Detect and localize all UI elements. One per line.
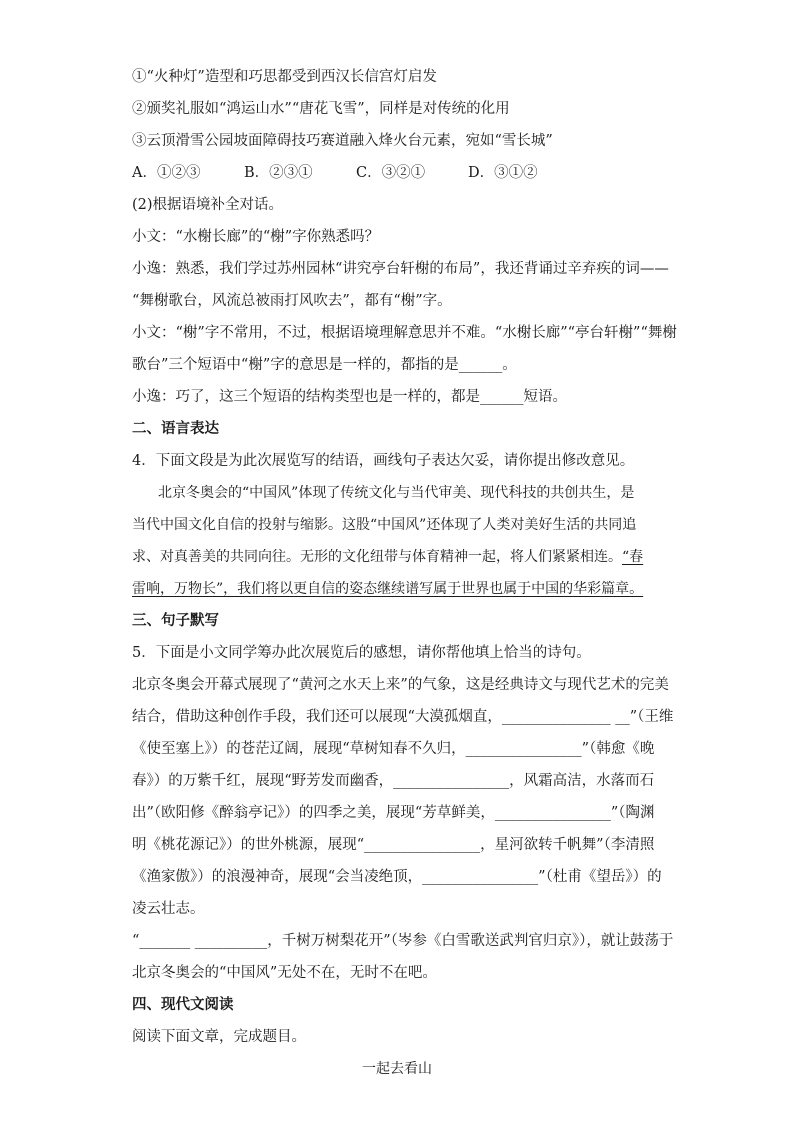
fill-line: “_______ __________，千树万树梨花开”（岑参《白雪歌送武判官归京》），就让鼓荡于 <box>132 933 674 949</box>
underlined-sentence: 雷响，万物长”，我们将以更自信的姿态继续谱写属于世界也属于中国的华彩篇章。 <box>132 581 644 597</box>
reading-intro: 阅读下面文章，完成题目。 <box>132 1029 306 1045</box>
fill-line: 春》）的万紫千红，展现“野芳发而幽香，________________，风霜高洁，水落而石 <box>132 773 655 789</box>
section-heading: 二、语言表达 <box>132 421 219 437</box>
dialogue-line: “舞榭歌台，风流总被雨打风吹去”，都有“榭”字。 <box>132 293 452 309</box>
question-4: 4．下面文段是为此次展览写的结语，画线句子表达欠妥，请你提出修改意见。 <box>132 453 635 469</box>
fill-line: 明《桃花源记》）的世外桃源，展现“________________，星河欲转千帆舞”（李清照 <box>132 837 655 853</box>
section-heading: 四、现代文阅读 <box>132 997 234 1013</box>
answer-choices <box>132 164 580 182</box>
fill-line: 出”（欧阳修《醉翁亭记》）的四季之美，展现“芳草鲜美，________________”（陶渊 <box>132 805 655 821</box>
option-line-2: ②颁奖礼服如“鸿运山水”“唐花飞雪”，同样是对传统的化用 <box>132 101 510 117</box>
dialogue-line: 小文：“水榭长廊”的“榭”字你熟悉吗？ <box>132 229 380 245</box>
choice-a[interactable]: A．①②③ <box>132 165 201 181</box>
fill-line: 《使至塞上》）的苍茫辽阔，展现“草树知春不久归，________________”（韩愈《晚 <box>132 741 655 757</box>
fill-line: 凌云壮志。 <box>132 901 205 917</box>
passage-line: 北京冬奥会的“中国风”体现了传统文化与当代审美、现代科技的共创共生，是 <box>158 485 635 501</box>
underlined-sentence: “春 <box>622 549 644 565</box>
article-title: 一起去看山 <box>362 1061 432 1077</box>
fill-line: 《渔家傲》）的浪漫神奇，展现“会当凌绝顶，________________”（杜甫《望岳》）的 <box>132 869 662 885</box>
option-line-3: ③云顶滑雪公园坡面障碍技巧赛道融入烽火台元素，宛如“雪长城” <box>132 133 553 149</box>
choice-b[interactable]: B．②③① <box>244 165 313 181</box>
section-heading: 三、句子默写 <box>132 613 219 629</box>
choice-c[interactable]: C．③②① <box>356 165 426 181</box>
fill-line: 北京冬奥会的“中国风”无处不在，无时不在吧。 <box>132 965 437 981</box>
passage-line <box>132 548 643 566</box>
dialogue-line-blank: 歌台”三个短语中“榭”字的意思是一样的，都指的是______。 <box>132 357 517 373</box>
fill-line: 北京冬奥会开幕式展现了“黄河之水天上来”的气象，这是经典诗文与现代艺术的完美 <box>132 677 669 693</box>
dialogue-line-blank: 小逸：巧了，这三个短语的结构类型也是一样的，都是______短语。 <box>132 389 567 405</box>
passage-line: 当代中国文化自信的投射与缩影。这股“中国风”还体现了人类对美好生活的共同追 <box>132 517 637 533</box>
dialogue-line: 小逸：熟悉，我们学过苏州园林“讲究亭台轩榭的布局”，我还背诵过辛弃疾的词—— <box>132 261 669 277</box>
fill-line: 结合，借助这种创作手段，我们还可以展现“大漠孤烟直，_______________ __”（王维 <box>132 709 674 725</box>
question-5: 5．下面是小文同学筹办此次展览后的感想，请你帮他填上恰当的诗句。 <box>132 645 591 661</box>
option-line-1: ①“火种灯”造型和巧思都受到西汉长信宫灯启发 <box>132 69 437 85</box>
choice-d[interactable]: D．③①② <box>468 165 538 181</box>
passage-text: 求、对真善美的共同向往。无形的文化纽带与体育精神一起，将人们紧紧相连。 <box>132 549 622 565</box>
dialogue-line: 小文：“榭”字不常用，不过，根据语境理解意思并不难。“水榭长廊”“亭台轩榭”“舞榭 <box>132 325 677 341</box>
question-3-2-prompt: (2)根据语境补全对话。 <box>132 197 284 213</box>
